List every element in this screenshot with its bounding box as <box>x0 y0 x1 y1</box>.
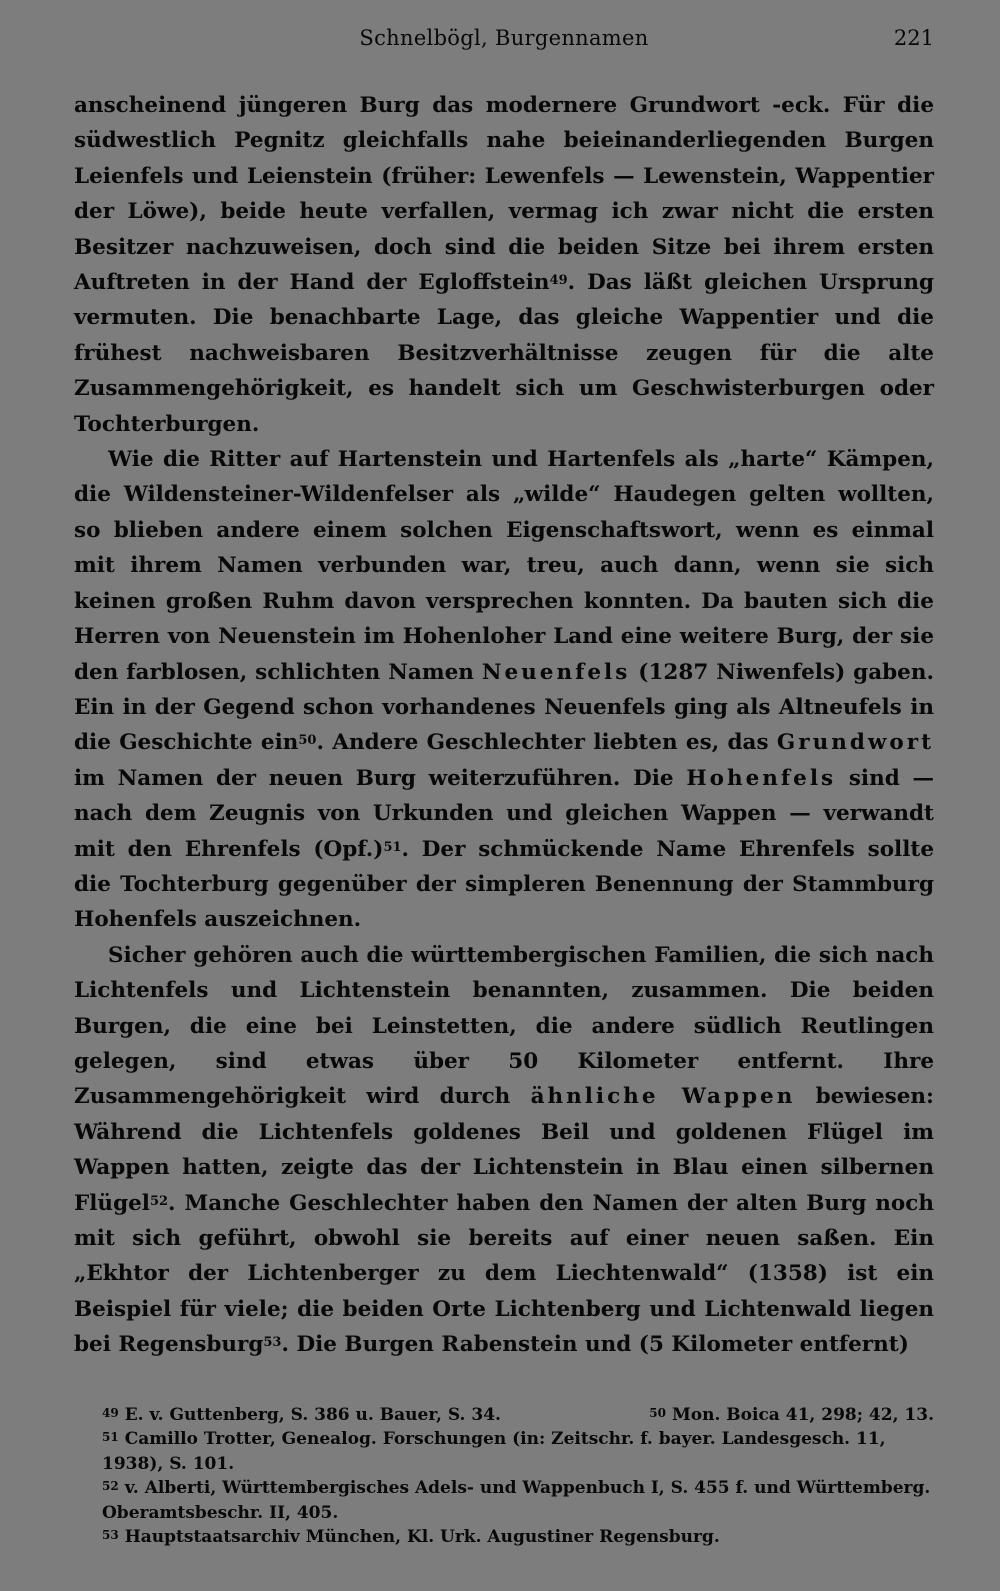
body-text <box>74 88 934 1363</box>
text-run: sind — nach dem Zeugnis von Urkunden und gleichen Wappen — verwandt mit den Ehrenfels (Opf.) <box>74 765 934 862</box>
footnote-row-49-50 <box>74 1403 934 1428</box>
emphasized-word: ähnliche Wappen <box>530 1084 796 1110</box>
emphasized-word: Hohenfels <box>686 765 837 791</box>
emphasized-word: Grundwort <box>776 730 934 756</box>
footnote-50 <box>649 1403 934 1428</box>
footnote-number-53: 53 <box>102 1528 119 1543</box>
running-title: Schnelbögl, Burgennamen <box>359 26 649 50</box>
footnote-text-53: Hauptstaatsarchiv München, Kl. Urk. Augustiner Regensburg. <box>124 1527 720 1548</box>
footnote-ref: 51 <box>383 839 402 855</box>
text-run: . Andere Geschlechter liebten es, das <box>316 730 777 756</box>
footnote-49 <box>102 1403 501 1428</box>
footnote-52 <box>74 1476 934 1525</box>
text-run: bewiesen: Während die Lichtenfels goldenes Beil und goldenen Flügel im Wappen hatten, zeigte das der Lichtenstein in Blau einen silbernen Flügel <box>74 1084 934 1216</box>
footnote-text-49: E. v. Guttenberg, S. 386 u. Bauer, S. 34. <box>124 1404 501 1425</box>
paragraph-2 <box>74 442 934 938</box>
footnote-53 <box>74 1525 934 1550</box>
footnote-ref: 53 <box>263 1335 282 1351</box>
footnote-number-52: 52 <box>102 1479 119 1494</box>
footnote-text-50: Mon. Boica 41, 298; 42, 13. <box>671 1404 934 1425</box>
footnote-number-50: 50 <box>649 1405 666 1420</box>
footnote-text-51: Camillo Trotter, Genealog. Forschungen (in: Zeitschr. f. bayer. Landesgesch. 11, 1938), S. 101. <box>102 1429 886 1474</box>
text-run: . Manche Geschlechter haben den Namen der alten Burg noch mit sich geführt, obwohl sie bereits auf einer neuen saßen. Ein „Ekhtor der Lichtenberger zu dem Liechtenwald“ (1358) ist ein Beispiel für viele; die beiden Orte Lichtenberg und Lichtenwald liegen bei Regensburg <box>74 1190 934 1358</box>
text-run: . Der schmückende Name Ehrenfels sollte die Tochterburg gegenüber der simpleren Benennung der Stammburg Hohenfels auszeichnen. <box>74 836 934 933</box>
footnotes <box>74 1403 934 1550</box>
text-run: Sicher gehören auch die württembergischen Familien, die sich nach Lichtenfels und Lichtenstein benannten, zusammen. Die beiden Burgen, die eine bei Leinstetten, die andere südlich Reutlingen gelegen, sind etwas über 50 Kilometer entfernt. Ihre Zusammengehörigkeit wird durch <box>74 942 934 1110</box>
paragraph-1 <box>74 88 934 442</box>
text-run: . Die Burgen Rabenstein und (5 Kilometer entfernt) <box>281 1332 909 1358</box>
paragraph-3 <box>74 938 934 1363</box>
page-number: 221 <box>893 26 934 50</box>
text-run: im Namen der neuen Burg weiterzuführen. Die <box>74 765 687 791</box>
footnote-number-51: 51 <box>102 1430 119 1445</box>
page-header <box>74 22 934 58</box>
footnote-ref: 49 <box>549 273 568 289</box>
book-page <box>74 22 934 1550</box>
footnote-ref: 52 <box>149 1193 169 1209</box>
footnote-text-52: v. Alberti, Württembergisches Adels- und Wappenbuch I, S. 455 f. und Württemberg. Oberamtsbeschr. II, 405. <box>102 1478 931 1523</box>
text-run: (1287 Niwenfels) gaben. Ein in der Gegend schon vorhandenes Neuenfels ging als Altneufels in die Geschichte ein <box>74 659 934 756</box>
text-run: Wie die Ritter auf Hartenstein und Hartenfels als „harte“ Kämpen, die Wildensteiner-Wildenfelser als „wilde“ Haudegen gelten wollten, so blieben andere einem solchen Eigenschaftswort, wenn es einmal mit ihrem Namen verbunden war, treu, auch dann, wenn sie sich keinen großen Ruhm davon versprechen konnten. Da bauten sich die Herren von Neuenstein im Hohenloher Land eine weitere Burg, der sie den farblosen, schlichten Namen <box>74 447 934 685</box>
emphasized-word: Neuenfels <box>481 659 631 685</box>
text-run: anscheinend jüngeren Burg das modernere Grundwort -eck. Für die südwestlich Pegnitz gleichfalls nahe beieinanderliegenden Burgen Leienfels und Leienstein (früher: Lewenfels — Lewenstein, Wappentier der Löwe), beide heute verfallen, vermag ich zwar nicht die ersten Besitzer nachzuweisen, doch sind die beiden Sitze bei ihrem ersten Auftreten in der Hand der Egloffstein <box>74 93 934 296</box>
footnote-number-49: 49 <box>102 1405 119 1420</box>
footnote-ref: 50 <box>298 733 317 749</box>
text-run: . Das läßt gleichen Ursprung vermuten. Die benachbarte Lage, das gleiche Wappentier und die frühest nachweisbaren Besitzverhältnisse zeugen für die alte Zusammengehörigkeit, es handelt sich um Geschwisterburgen oder Tochterburgen. <box>74 270 934 437</box>
footnote-51 <box>74 1427 934 1476</box>
